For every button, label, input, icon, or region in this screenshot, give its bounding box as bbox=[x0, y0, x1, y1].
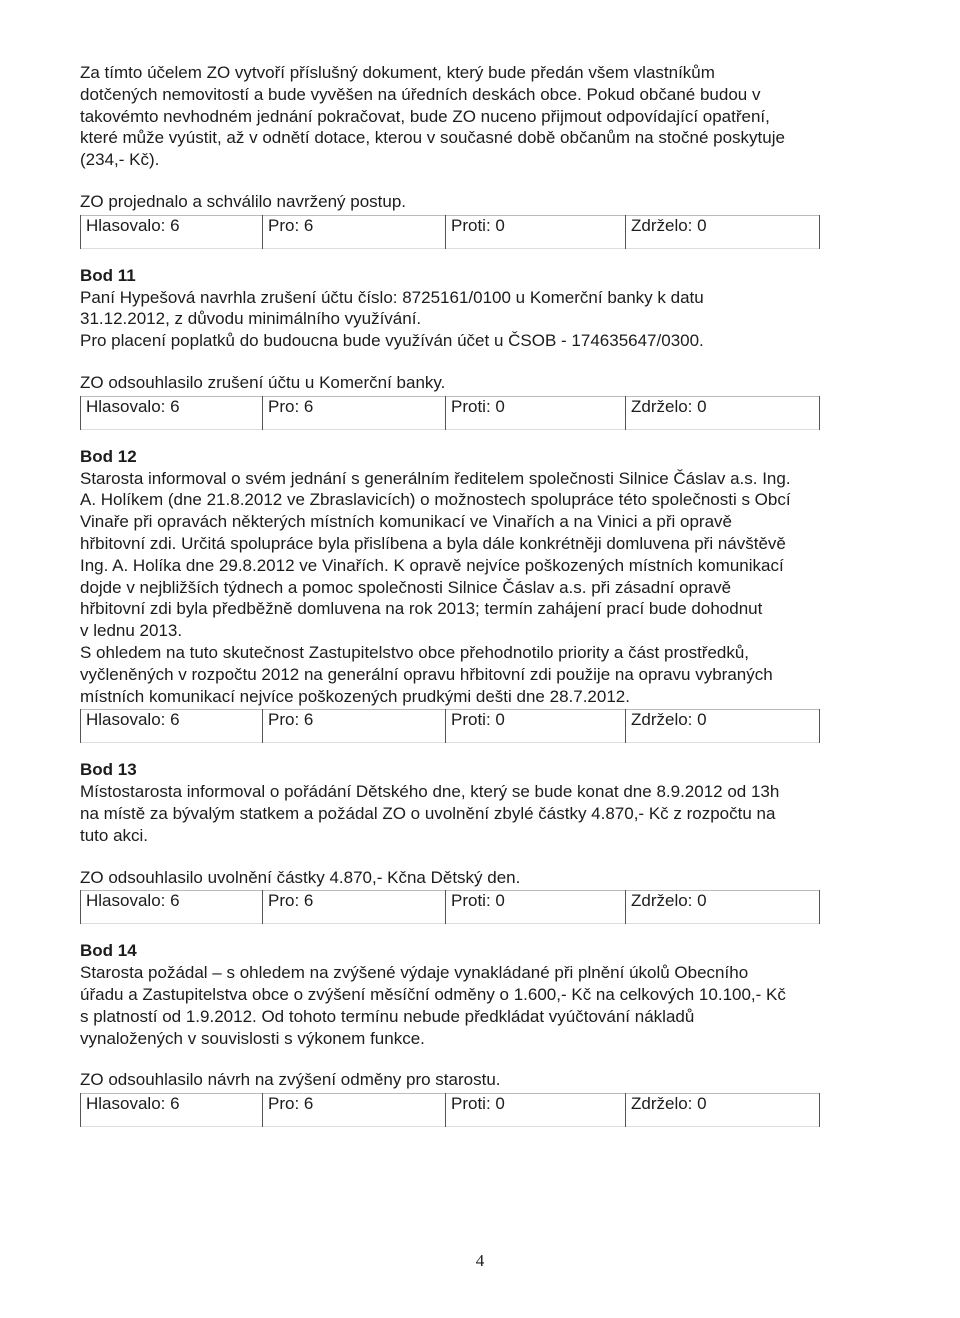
bod-12-line-9: S ohledem na tuto skutečnost Zastupitelstvo obce přehodnotilo priority a část prostředků, bbox=[80, 642, 750, 662]
bod-13-title: Bod 13 bbox=[80, 760, 137, 780]
bod-14-line-4: vynaložených v souvislosti s výkonem funkce. bbox=[80, 1028, 425, 1048]
vote-hlasovalo: Hlasovalo: 6 bbox=[80, 709, 180, 743]
bod-13-line-2: na místě za bývalým statkem a požádal ZO o uvolnění zbylé částky 4.870,- Kč z rozpočtu na bbox=[80, 803, 776, 823]
bod-13-line-1: Místostarosta informoval o pořádání Dětského dne, který se bude konat dne 8.9.2012 od 13h bbox=[80, 782, 780, 802]
bod-14-line-2: úřadu a Zastupitelstva obce o zvýšení měsíční odměny o 1.600,- Kč na celkových 10.100,- Kč bbox=[80, 984, 786, 1004]
vote-hlasovalo: Hlasovalo: 6 bbox=[80, 215, 180, 249]
bod-11-resolution: ZO odsouhlasilo zrušení účtu u Komerční banky. bbox=[80, 372, 446, 392]
bod-11-title: Bod 11 bbox=[80, 265, 136, 285]
intro-resolution: ZO projednalo a schválilo navržený postup. bbox=[80, 191, 407, 211]
bod-14-title: Bod 14 bbox=[80, 941, 137, 961]
vote-proti: Proti: 0 bbox=[445, 709, 505, 743]
vote-zdrzelo: Zdrželo: 0 bbox=[625, 215, 707, 249]
bod-14-vote-table bbox=[80, 1093, 902, 1127]
vote-hlasovalo: Hlasovalo: 6 bbox=[80, 890, 180, 924]
bod-13-resolution: ZO odsouhlasilo uvolnění částky 4.870,- Kčna Dětský den. bbox=[80, 867, 521, 887]
vote-zdrzelo: Zdrželo: 0 bbox=[625, 709, 707, 743]
bod-11-line-3: Pro placení poplatků do budoucna bude využíván účet u ČSOB - 174635647/0300. bbox=[80, 331, 704, 351]
vote-pro: Pro: 6 bbox=[262, 709, 313, 743]
vote-pro: Pro: 6 bbox=[262, 215, 313, 249]
intro-line-4: které může vyústit, až v odnětí dotace, kterou v současné době občanům na stočné poskytuje bbox=[80, 128, 785, 148]
vote-hlasovalo: Hlasovalo: 6 bbox=[80, 396, 180, 430]
bod-14-line-3: s platností od 1.9.2012. Od tohoto termínu nebude předkládat vyúčtování nákladů bbox=[80, 1006, 695, 1026]
bod-12-line-6: dojde v nejbližších týdnech a pomoc společnosti Silnice Čáslav a.s. při zásadní opravě bbox=[80, 577, 732, 597]
bod-12-line-5: Ing. A. Holíka dne 29.8.2012 ve Vinařích. K opravě nejvíce poškozených místních komunikací bbox=[80, 555, 784, 575]
vote-zdrzelo: Zdrželo: 0 bbox=[625, 396, 707, 430]
vote-zdrzelo: Zdrželo: 0 bbox=[625, 890, 707, 924]
vote-proti: Proti: 0 bbox=[445, 890, 505, 924]
vote-proti: Proti: 0 bbox=[445, 215, 505, 249]
bod-12-line-1: Starosta informoval o svém jednání s generálním ředitelem společnosti Silnice Čáslav a.s. Ing. bbox=[80, 468, 791, 488]
bod-12-line-3: Vinaře při opravách některých místních komunikací ve Vinařích a na Vinici a při opravě bbox=[80, 512, 733, 532]
intro-line-3: takovémto nevhodném jednání pokračovat, bude ZO nuceno přijmout odpovídající opatření, bbox=[80, 106, 770, 126]
bod-12-line-10: vyčleněných v rozpočtu 2012 na generální opravu hřbitovní zdi použije na opravu vybraných bbox=[80, 664, 773, 684]
bod-12-line-4: hřbitovní zdi. Určitá spolupráce byla přislíbena a byla dále konkrétněji domluvena při návštěvě bbox=[80, 533, 786, 553]
vote-pro: Pro: 6 bbox=[262, 1093, 313, 1127]
intro-vote-table bbox=[80, 215, 902, 249]
vote-hlasovalo: Hlasovalo: 6 bbox=[80, 1093, 180, 1127]
vote-proti: Proti: 0 bbox=[445, 396, 505, 430]
bod-11-line-2: 31.12.2012, z důvodu minimálního využívání. bbox=[80, 309, 422, 329]
bod-13-vote-table bbox=[80, 890, 902, 924]
bod-11-vote-table bbox=[80, 396, 902, 430]
bod-13-line-3: tuto akci. bbox=[80, 825, 149, 845]
vote-pro: Pro: 6 bbox=[262, 890, 313, 924]
bod-14-line-1: Starosta požádal – s ohledem na zvýšené výdaje vynakládané při plnění úkolů Obecního bbox=[80, 963, 749, 983]
intro-line-5: (234,- Kč). bbox=[80, 150, 160, 170]
intro-line-1: Za tímto účelem ZO vytvoří příslušný dokument, který bude předán všem vlastníkům bbox=[80, 63, 715, 82]
bod-12-line-11: místních komunikací nejvíce poškozených prudkými dešti dne 28.7.2012. bbox=[80, 686, 630, 706]
bod-12-line-2: A. Holíkem (dne 21.8.2012 ve Zbraslavicích) o možnostech spolupráce této společnosti s Obcí bbox=[80, 490, 791, 510]
document-page bbox=[80, 62, 902, 1127]
vote-pro: Pro: 6 bbox=[262, 396, 313, 430]
bod-12-line-8: v lednu 2013. bbox=[80, 621, 183, 641]
bod-12-line-7: hřbitovní zdi byla předběžně domluvena na rok 2013; termín zahájení prací bude dohodnut bbox=[80, 599, 763, 619]
vote-zdrzelo: Zdrželo: 0 bbox=[625, 1093, 707, 1127]
bod-12-title: Bod 12 bbox=[80, 446, 137, 466]
bod-14-resolution: ZO odsouhlasilo návrh na zvýšení odměny pro starostu. bbox=[80, 1070, 501, 1090]
bod-12-vote-table bbox=[80, 709, 902, 743]
intro-line-2: dotčených nemovitostí a bude vyvěšen na úředních deskách obce. Pokud občané budou v bbox=[80, 84, 761, 104]
page-number: 4 bbox=[475, 1251, 485, 1270]
vote-proti: Proti: 0 bbox=[445, 1093, 505, 1127]
bod-11-line-1: Paní Hypešová navrhla zrušení účtu číslo: 8725161/0100 u Komerční banky k datu bbox=[80, 287, 704, 307]
